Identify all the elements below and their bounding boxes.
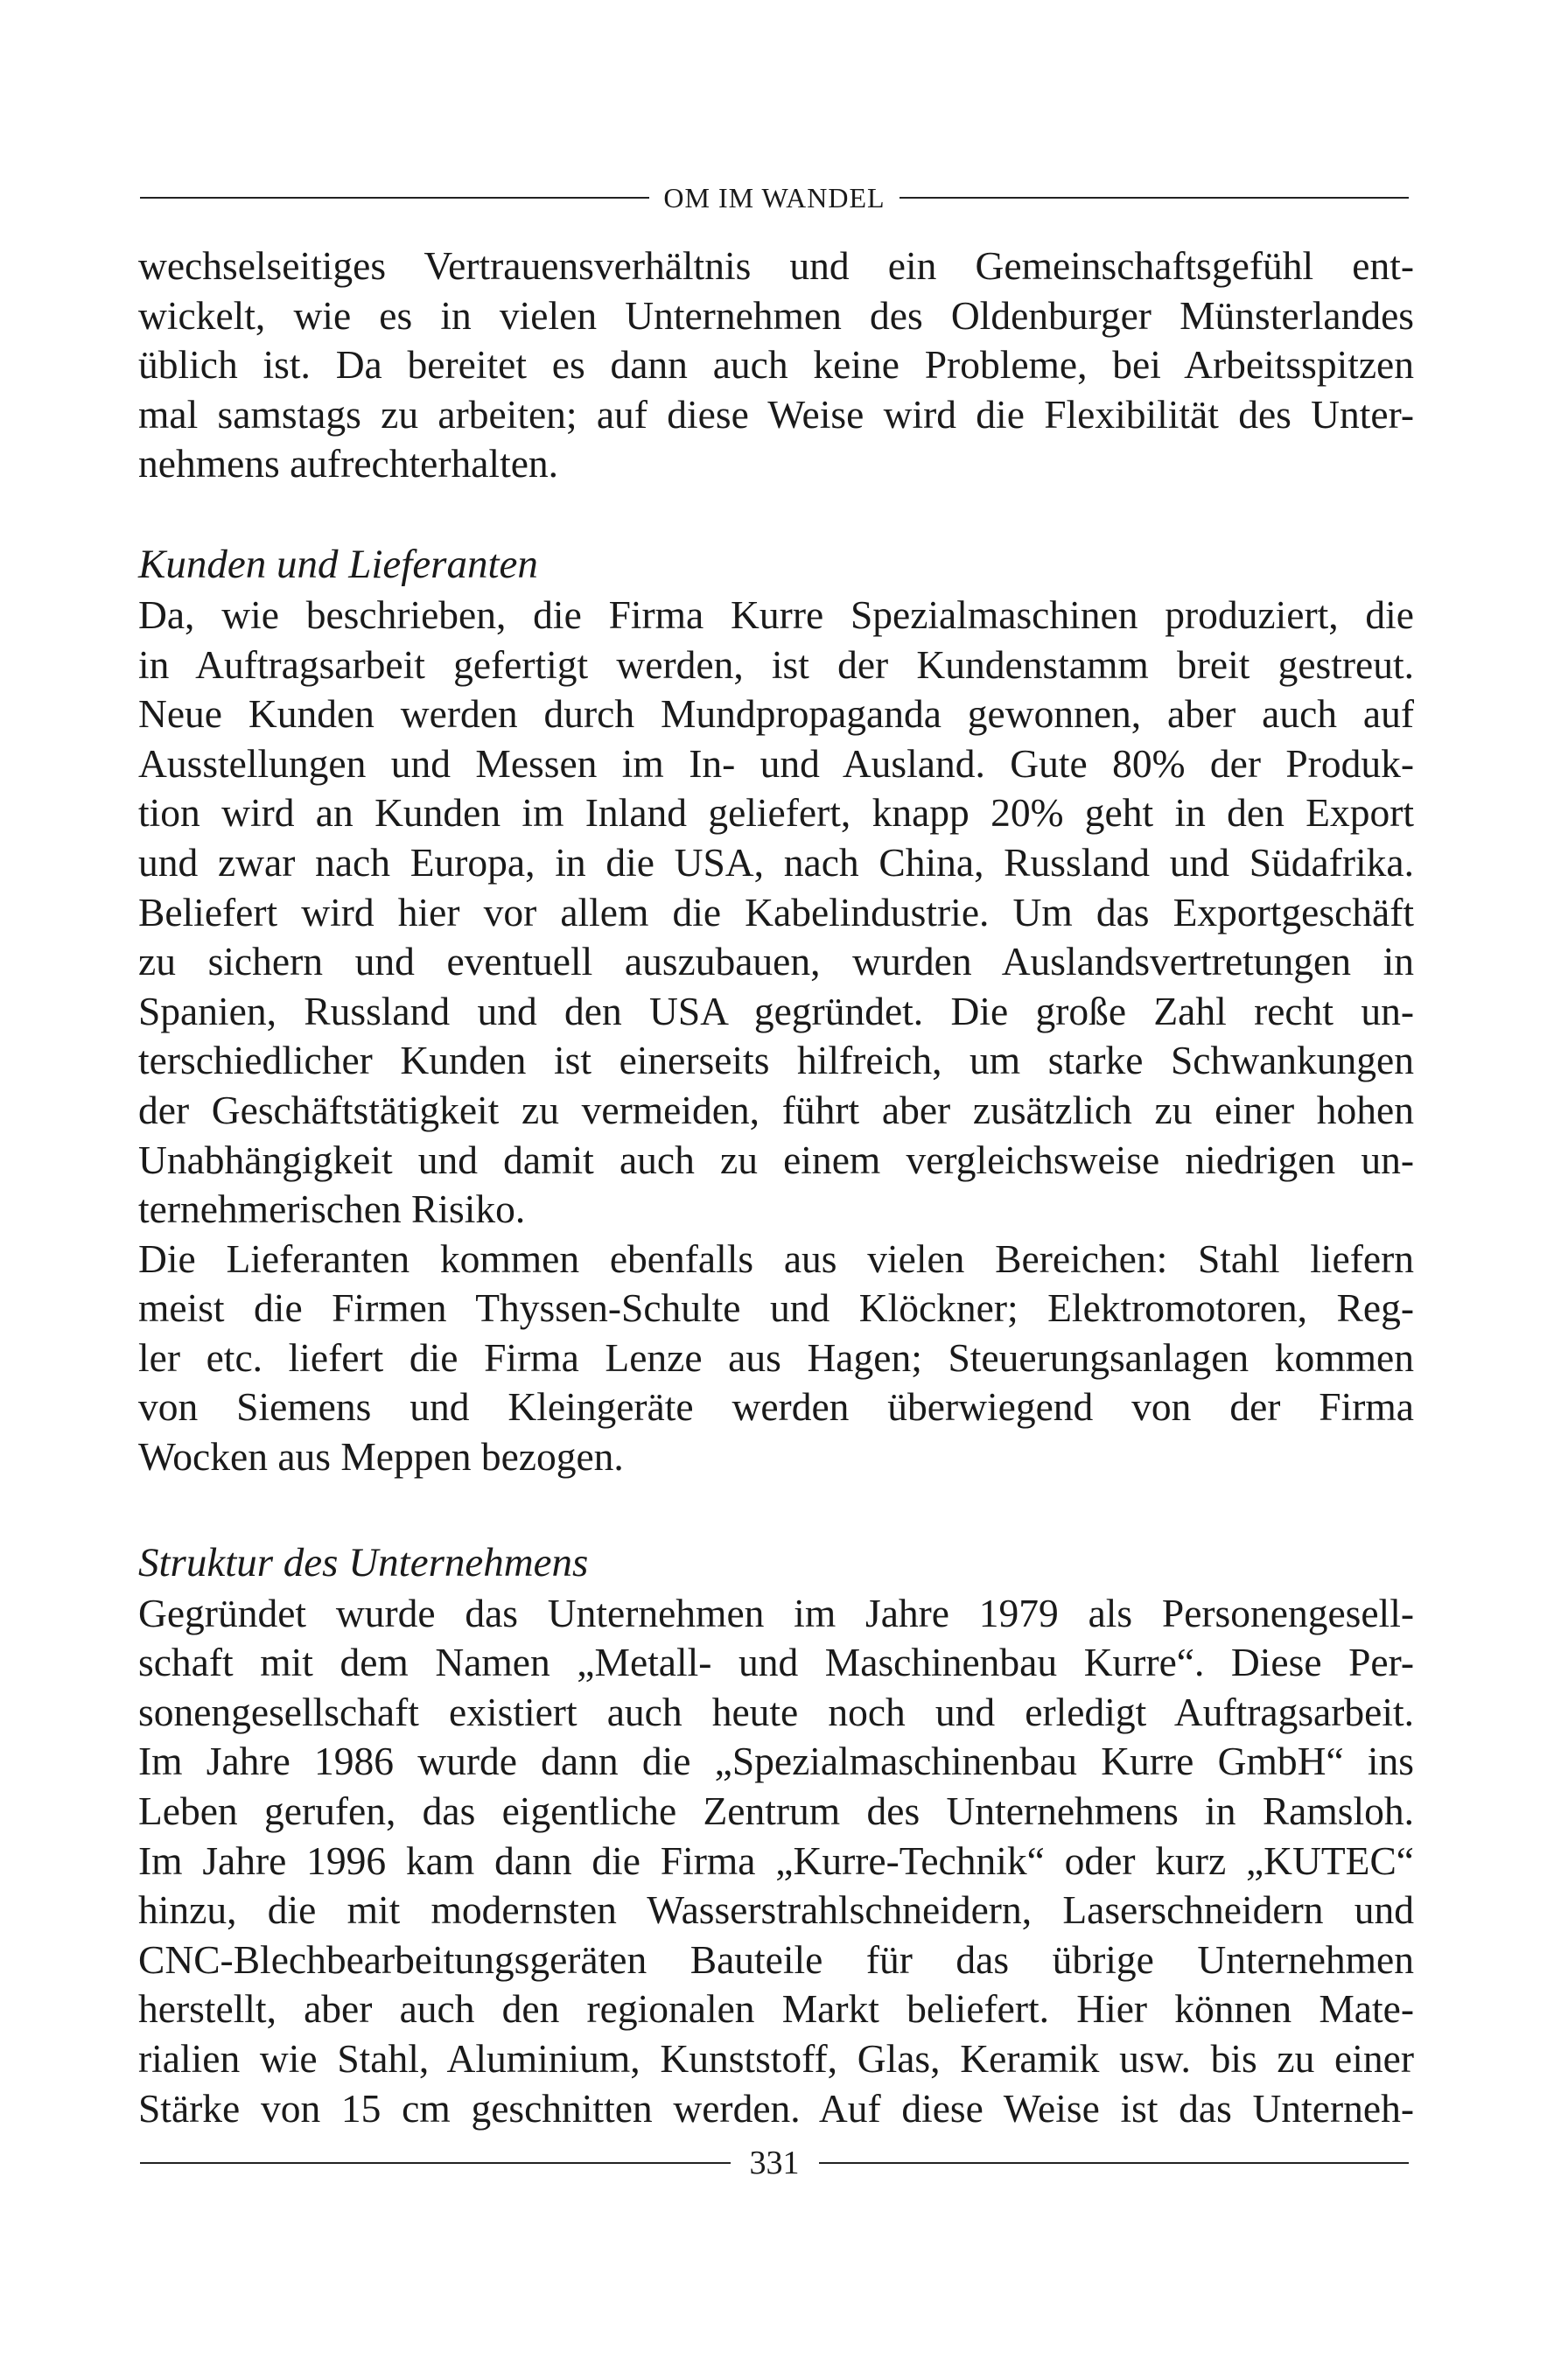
section-heading-kunden: Kunden und Lieferanten	[138, 541, 538, 587]
text-line: Unabhängigkeit und damit auch zu einem vergleichsweise niedrigen un-	[138, 1137, 1414, 1182]
text-line: Da, wie beschrieben, die Firma Kurre Spezialmaschinen produziert, die	[138, 592, 1414, 637]
text-line: Leben gerufen, das eigentliche Zentrum des Unternehmens in Ramsloh.	[138, 1788, 1414, 1834]
section-heading-struktur: Struktur des Unternehmens	[138, 1539, 589, 1586]
text-line: von Siemens und Kleingeräte werden überwiegend von der Firma	[138, 1384, 1414, 1430]
struktur-paragraph-1	[138, 1589, 1414, 2134]
text-line: und zwar nach Europa, in die USA, nach China, Russland und Südafrika.	[138, 839, 1414, 885]
text-line: Wocken aus Meppen bezogen.	[138, 1434, 624, 1480]
footer-rule-right	[819, 2162, 1410, 2164]
intro-paragraph	[138, 242, 1414, 489]
text-line: wechselseitiges Vertrauensverhältnis und ein Gemeinschaftsgefühl ent-	[138, 243, 1414, 288]
text-line: terschiedlicher Kunden ist einerseits hilfreich, um starke Schwankungen	[138, 1038, 1414, 1083]
text-line: zu sichern und eventuell auszubauen, wurden Auslandsvertretungen in	[138, 939, 1414, 984]
text-line: ternehmerischen Risiko.	[138, 1186, 526, 1232]
text-line: üblich ist. Da bereitet es dann auch keine Probleme, bei Arbeitsspitzen	[138, 342, 1414, 388]
section-gap	[138, 1482, 1414, 1536]
text-line: mal samstags zu arbeiten; auf diese Weise wird die Flexibilität des Unter-	[138, 391, 1414, 437]
text-line: der Geschäftstätigkeit zu vermeiden, führt aber zusätzlich zu einer hohen	[138, 1087, 1414, 1132]
header-rule-left	[140, 197, 649, 199]
text-line: Stärke von 15 cm geschnitten werden. Auf diese Weise ist das Unterneh-	[138, 2085, 1414, 2131]
text-line: schaft mit dem Namen „Metall- und Maschinenbau Kurre“. Diese Per-	[138, 1640, 1414, 1685]
text-line: Die Lieferanten kommen ebenfalls aus vielen Bereichen: Stahl liefern	[138, 1236, 1414, 1281]
text-line: in Auftragsarbeit gefertigt werden, ist der Kundenstamm breit gestreut.	[138, 641, 1414, 687]
running-header	[140, 180, 1409, 215]
kunden-paragraph-2	[138, 1235, 1414, 1482]
text-line: meist die Firmen Thyssen-Schulte und Klöckner; Elektromotoren, Reg-	[138, 1285, 1414, 1331]
text-line: CNC-Blechbearbeitungsgeräten Bauteile für das übrige Unternehmen	[138, 1936, 1414, 1982]
text-line: Beliefert wird hier vor allem die Kabelindustrie. Um das Exportgeschäft	[138, 889, 1414, 934]
footer-rule-left	[140, 2162, 731, 2164]
text-line: hinzu, die mit modernsten Wasserstrahlschneidern, Laserschneidern und	[138, 1887, 1414, 1933]
running-title: OM IM WANDEL	[663, 181, 886, 214]
text-line: Spanien, Russland und den USA gegründet. Die große Zahl recht un-	[138, 988, 1414, 1033]
text-line: herstellt, aber auch den regionalen Markt beliefert. Hier können Mate-	[138, 1986, 1414, 2032]
body-text	[138, 242, 1414, 2133]
text-line: nehmens aufrechterhalten.	[138, 441, 559, 486]
text-line: wickelt, wie es in vielen Unternehmen des Oldenburger Münsterlandes	[138, 292, 1414, 338]
kunden-paragraph-1	[138, 591, 1414, 1235]
text-line: tion wird an Kunden im Inland geliefert, knapp 20% geht in den Export	[138, 790, 1414, 836]
text-line: Gegründet wurde das Unternehmen im Jahre 1979 als Personengesell-	[138, 1590, 1414, 1635]
text-line: Neue Kunden werden durch Mundpropaganda gewonnen, aber auch auf	[138, 691, 1414, 737]
text-line: sonengesellschaft existiert auch heute noch und erledigt Auftragsarbeit.	[138, 1689, 1414, 1734]
text-line: rialien wie Stahl, Aluminium, Kunststoff, Glas, Keramik usw. bis zu einer	[138, 2036, 1414, 2081]
text-line: ler etc. liefert die Firma Lenze aus Hagen; Steuerungsanlagen kommen	[138, 1334, 1414, 1380]
page-footer	[140, 2142, 1409, 2184]
header-rule-right	[900, 197, 1409, 199]
text-line: Im Jahre 1996 kam dann die Firma „Kurre-Technik“ oder kurz „KUTEC“	[138, 1838, 1414, 1883]
text-line: Ausstellungen und Messen im In- und Ausland. Gute 80% der Produk-	[138, 740, 1414, 786]
page-number: 331	[749, 2145, 800, 2181]
text-line: Im Jahre 1986 wurde dann die „Spezialmaschinenbau Kurre GmbH“ ins	[138, 1739, 1414, 1784]
section-gap	[138, 489, 1414, 538]
